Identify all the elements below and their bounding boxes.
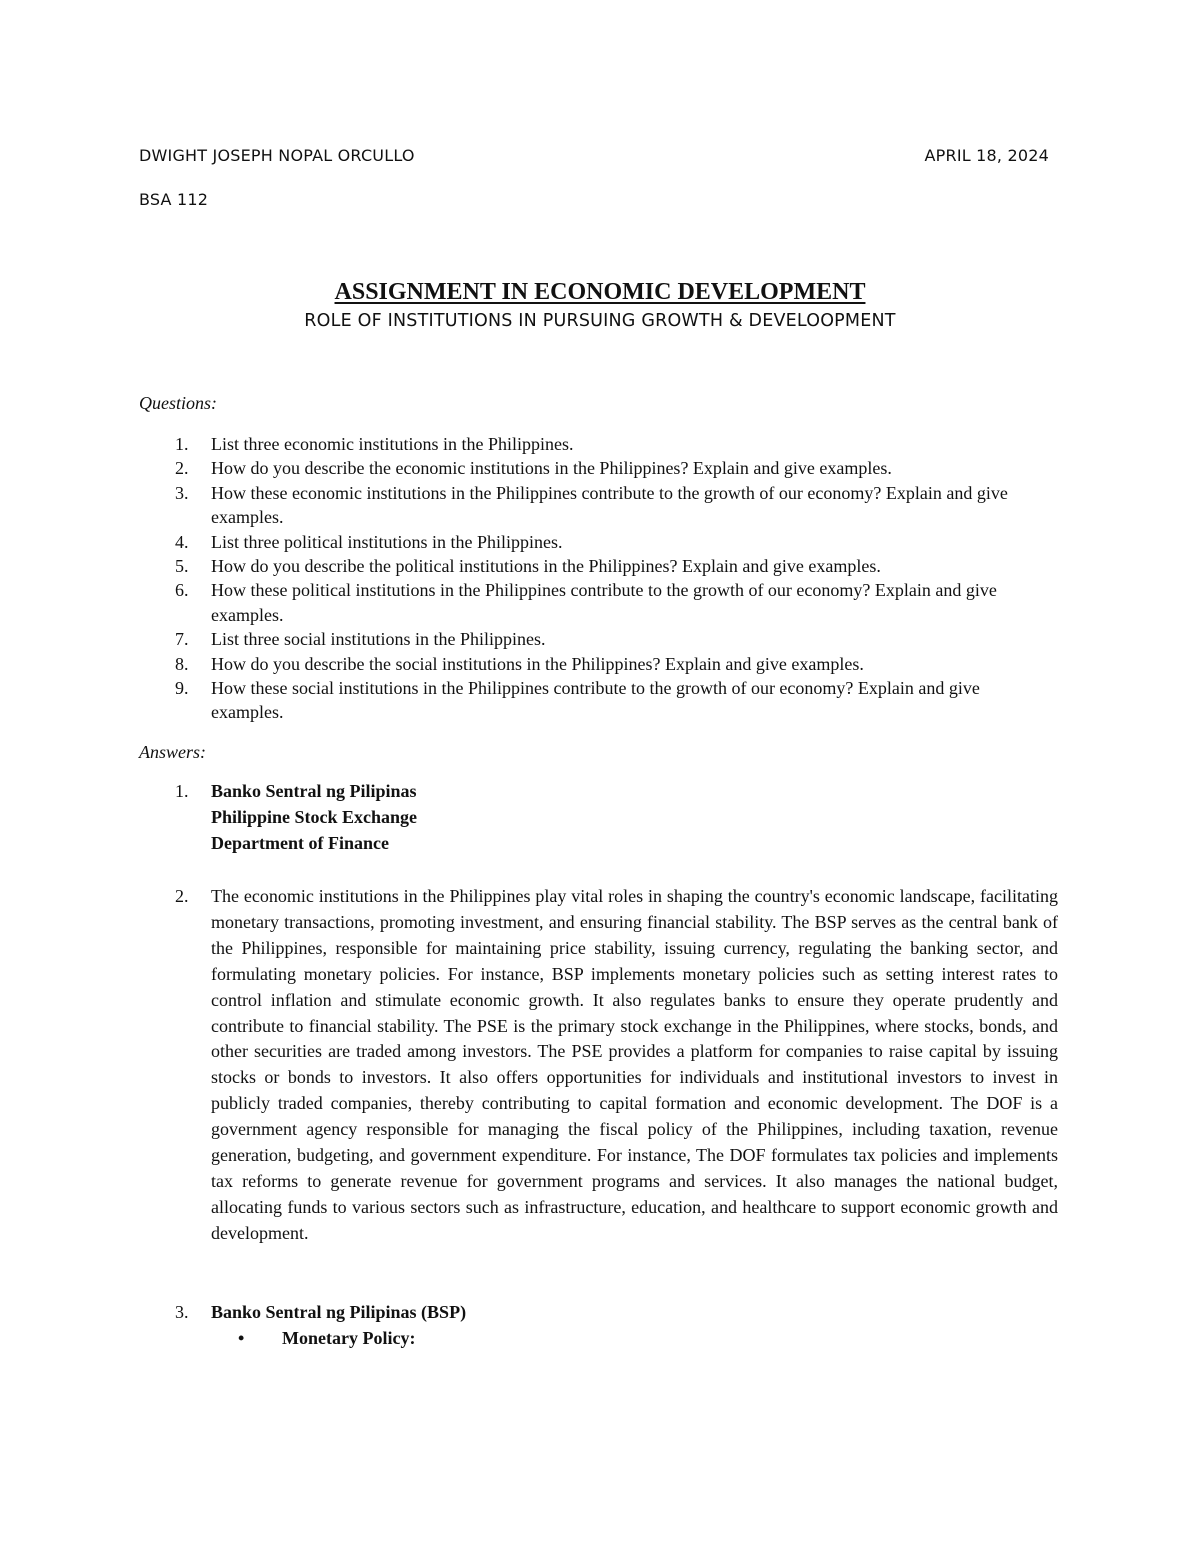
question-text: How these social institutions in the Philippines contribute to the growth of our economy? Explain and give examples.	[211, 678, 980, 723]
question-item	[0, 627, 1056, 651]
question-item	[0, 481, 1056, 530]
question-number: 4.	[175, 531, 189, 552]
question-text: List three political institutions in the Philippines.	[211, 531, 563, 552]
document-subtitle: ROLE OF INSTITUTIONS IN PURSUING GROWTH & DEVELOOPMENT	[304, 311, 896, 331]
header-row	[139, 146, 1049, 165]
answer-institution: Department of Finance	[211, 832, 389, 853]
question-number: 2.	[175, 458, 189, 479]
question-number: 5.	[175, 556, 189, 577]
answer-number: 1.	[175, 781, 189, 801]
answer-item-1	[0, 779, 1058, 857]
question-item	[0, 578, 1056, 627]
question-text: How do you describe the political institutions in the Philippines? Explain and give examples.	[211, 556, 881, 577]
question-text: How do you describe the social institutions in the Philippines? Explain and give examples.	[211, 653, 864, 674]
question-text: List three social institutions in the Philippines.	[211, 629, 546, 650]
answer-heading: Banko Sentral ng Pilipinas (BSP)	[211, 1302, 467, 1322]
question-number: 1.	[175, 434, 189, 454]
question-number: 9.	[175, 678, 189, 699]
question-item	[0, 432, 1056, 456]
question-item	[0, 530, 1056, 554]
answers-list	[0, 779, 1058, 857]
bullet-icon: •	[238, 1327, 245, 1348]
course-code: BSA 112	[139, 190, 209, 209]
question-text: List three economic institutions in the Philippines.	[211, 434, 574, 454]
question-text: How these economic institutions in the Philippines contribute to the growth of our economy? Explain and give examples.	[211, 482, 1008, 528]
question-number: 8.	[175, 653, 189, 674]
question-item	[0, 554, 1056, 578]
questions-label: Questions:	[139, 393, 217, 413]
question-item	[0, 456, 1056, 480]
bullet-item	[211, 1326, 1058, 1352]
answers-list-3	[0, 1300, 1058, 1352]
question-number: 7.	[175, 629, 189, 650]
title-block	[0, 278, 1200, 331]
question-text: How these political institutions in the Philippines contribute to the growth of our economy? Explain and give examples.	[211, 580, 997, 625]
question-number: 6.	[175, 580, 189, 601]
document-title: ASSIGNMENT IN ECONOMIC DEVELOPMENT	[334, 279, 866, 305]
answer-paragraph: The economic institutions in the Philippines play vital roles in shaping the country's economic landscape, facilitating monetary transactions, promoting investment, and ensuring financial stability. The BSP serves as the central bank of the Philippines, responsible for maintaining price stability, issuing currency, regulating the banking sector, and formulating monetary policies. For instance, BSP implements monetary policies such as setting interest rates to control inflation and stimulate economic growth. It also regulates banks to ensure they operate prudently and contribute to financial stability. The PSE is the primary stock exchange in the Philippines, where stocks, bonds, and other securities are traded among investors. The PSE provides a platform for companies to raise capital by issuing stocks or bonds to investors. It also offers opportunities for individuals and institutional investors to invest in publicly traded companies, thereby contributing to capital formation and economic development. The DOF is a government agency responsible for managing the fiscal policy of the Philippines, including taxation, revenue generation, budgeting, and government expenditure. For instance, The DOF formulates tax policies and implements tax reforms to generate revenue for government programs and services. It also manages the national budget, allocating funds to various sectors such as infrastructure, education, and healthcare to support economic growth and development.	[211, 886, 1058, 1243]
student-name: DWIGHT JOSEPH NOPAL ORCULLO	[139, 146, 415, 165]
answers-label: Answers:	[139, 742, 206, 762]
answer-item-2	[0, 884, 1058, 1247]
question-text: How do you describe the economic institutions in the Philippines? Explain and give examples.	[211, 458, 892, 479]
answer-number: 2.	[175, 886, 189, 906]
answers-list-2	[0, 884, 1058, 1247]
answer-institution: Banko Sentral ng Pilipinas	[211, 781, 417, 801]
submission-date: APRIL 18, 2024	[924, 146, 1049, 165]
answer-number: 3.	[175, 1302, 189, 1322]
questions-list	[0, 432, 1056, 725]
answer-institution: Philippine Stock Exchange	[211, 806, 418, 827]
question-item	[0, 676, 1056, 725]
answer-item-3	[0, 1300, 1058, 1352]
question-item	[0, 652, 1056, 676]
question-number: 3.	[175, 482, 189, 503]
bullet-text: Monetary Policy:	[282, 1327, 416, 1348]
